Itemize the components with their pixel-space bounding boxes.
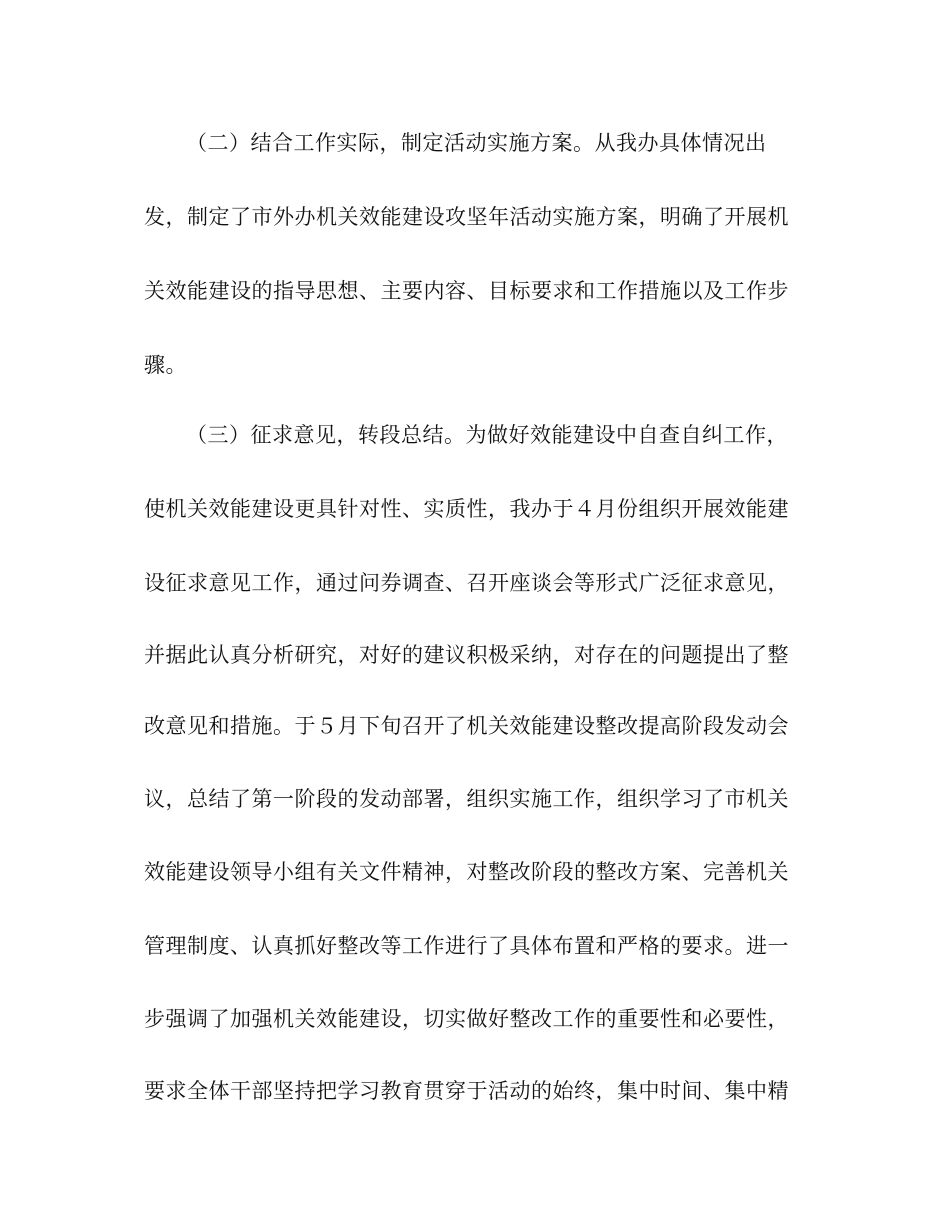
paragraph-3-line-1: （三）征求意见，转段总结。为做好效能建设中自查自纠工作，	[186, 423, 788, 447]
paragraph-2-line-3: 关效能建设的指导思想、主要内容、目标要求和工作措施以及工作步	[144, 279, 789, 303]
paragraph-3-line-10: 要求全体干部坚持把学习教育贯穿于活动的始终，集中时间、集中精	[144, 1079, 789, 1103]
paragraph-3-line-8: 管理制度、认真抓好整改等工作进行了具体布置和严格的要求。进一	[144, 934, 789, 958]
paragraph-3-line-9: 步强调了加强机关效能建设，切实做好整改工作的重要性和必要性，	[144, 1007, 789, 1031]
paragraph-2-line-4: 骤。	[144, 353, 187, 377]
paragraph-3-line-4: 并据此认真分析研究，对好的建议积极采纳，对存在的问题提出了整	[144, 643, 789, 667]
paragraph-3-line-6: 议，总结了第一阶段的发动部署，组织实施工作，组织学习了市机关	[144, 787, 789, 811]
paragraph-3-line-7: 效能建设领导小组有关文件精神，对整改阶段的整改方案、完善机关	[144, 860, 789, 884]
paragraph-3-line-5: 改意见和措施。于５月下旬召开了机关效能建设整改提高阶段发动会	[144, 714, 789, 738]
paragraph-3-line-3: 设征求意见工作，通过问券调查、召开座谈会等形式广泛征求意见，	[144, 571, 789, 595]
paragraph-2-line-1: （二）结合工作实际，制定活动实施方案。从我办具体情况出	[186, 131, 767, 155]
paragraph-3-line-2: 使机关效能建设更具针对性、实质性，我办于４月份组织开展效能建	[144, 497, 789, 521]
paragraph-2-line-2: 发，制定了市外办机关效能建设攻坚年活动实施方案，明确了开展机	[144, 205, 789, 229]
